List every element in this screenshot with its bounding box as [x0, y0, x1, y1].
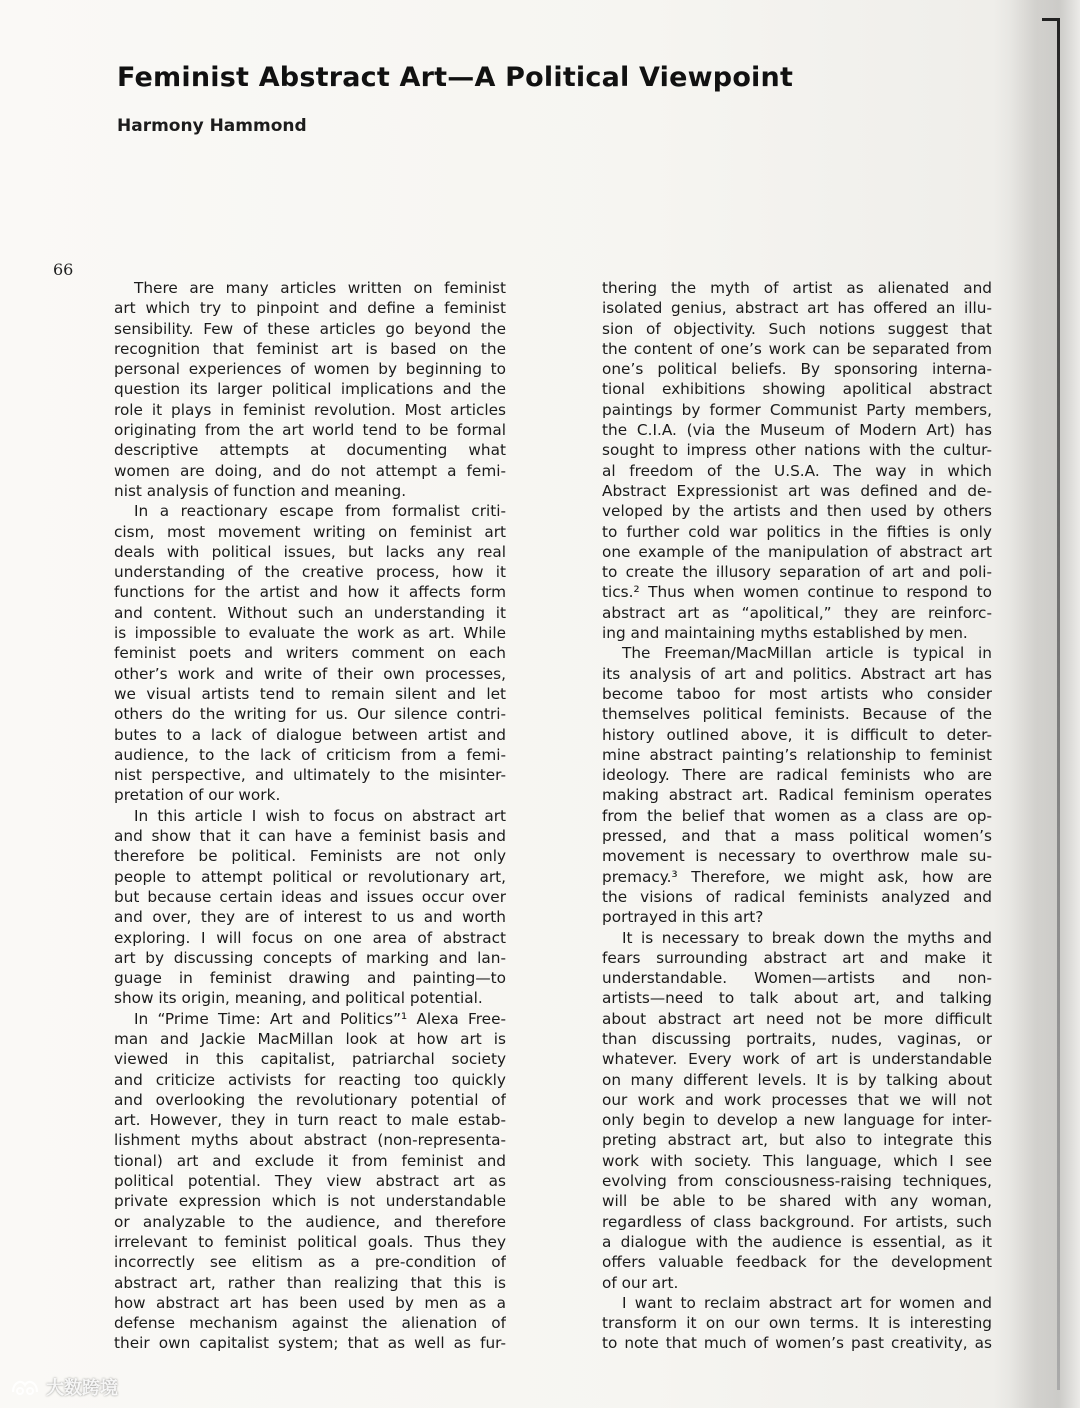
text-line: tional) art and exclude it from feminist and [114, 1151, 506, 1170]
text-line: nist analysis of function and meaning. [114, 481, 407, 500]
right-text-column [602, 278, 992, 1354]
text-line: other’s work and write of their own processes, [114, 664, 506, 683]
text-line: abstract art, rather than realizing that this is [114, 1273, 506, 1292]
text-line: art by discussing concepts of marking and lan- [114, 948, 506, 967]
left-text-column [114, 278, 506, 1354]
text-line: lishment myths about abstract (non-representa- [114, 1131, 506, 1150]
text-line: cism, most movement writing on feminist art [114, 522, 506, 541]
text-line: recognition that feminist art is based on the [114, 339, 506, 358]
text-line: guage in feminist drawing and painting—to [114, 969, 506, 988]
text-line: Abstract Expressionist art was defined and de- [602, 481, 992, 500]
text-line: about abstract art need not be more difficult [602, 1009, 992, 1028]
text-line: and over, they are of interest to us and worth [114, 908, 506, 927]
text-line: we visual artists tend to remain silent and let [114, 684, 506, 703]
text-line: evolving from consciousness-raising techniques, [602, 1172, 992, 1191]
text-line: its analysis of art and politics. Abstract art has [602, 664, 992, 683]
text-line: and show that it can have a feminist basis and [114, 827, 506, 846]
text-line: abstract art as “apolitical,” they are reinforc- [602, 603, 992, 622]
article-author: Harmony Hammond [117, 116, 307, 136]
text-line: how abstract art has been used by men as a [114, 1293, 506, 1312]
text-line: and criticize activists for reacting too quickly [114, 1070, 506, 1089]
text-line: isolated genius, abstract art has offered an illu- [602, 299, 992, 318]
text-line: political potential. They view abstract art as [114, 1172, 506, 1191]
text-line: show its origin, meaning, and political potential. [114, 989, 483, 1008]
text-line: question its larger political implications and the [114, 380, 506, 399]
book-spine-shadow [1010, 0, 1080, 1408]
text-line: originating from the art world tend to be formal [114, 421, 506, 440]
text-line: to note that much of women’s past creativity, as [602, 1334, 992, 1353]
text-line: ing and maintaining myths established by men. [602, 624, 968, 643]
text-line: people to attempt political or revolutionary art, [114, 867, 506, 886]
text-line: preting abstract art, but also to integrate this [602, 1131, 992, 1150]
text-line: the content of one’s work can be separated from [602, 339, 992, 358]
text-line: offers valuable feedback for the development [602, 1253, 992, 1272]
text-line: than discussing portraits, nudes, vaginas, or [602, 1029, 992, 1048]
watermark-text: 大数跨境 [46, 1378, 118, 1399]
text-line: viewed in this capitalist, patriarchal society [114, 1050, 506, 1069]
text-line: regardless of class background. For artists, such [602, 1212, 992, 1231]
text-line: become taboo for most artists who consider [602, 684, 992, 703]
text-line: to further cold war politics in the fifties is only [602, 522, 992, 541]
text-line: sensibility. Few of these articles go beyond the [114, 319, 506, 338]
text-line: pretation of our work. [114, 786, 281, 805]
text-line: deals with political issues, but lacks any real [114, 542, 506, 561]
text-line: one’s political beliefs. By sponsoring interna- [602, 360, 992, 379]
text-line: private expression which is not understandable [114, 1192, 506, 1211]
text-line: from the belief that women as a class are op- [602, 806, 992, 825]
text-line: sion of objectivity. Such notions suggest that [602, 319, 992, 338]
text-line: butes to a lack of dialogue between artist and [114, 725, 506, 744]
text-line: audience, to the lack of criticism from a femi- [114, 745, 506, 764]
text-line: a dialogue with the audience is essential, as it [602, 1232, 992, 1251]
text-line: veloped by the artists and then used by others [602, 502, 992, 521]
text-line: to create the illusory separation of art and poli- [602, 563, 992, 582]
text-line: transform it on our own terms. It is interesting [602, 1314, 992, 1333]
text-line: incorrectly see elitism as a pre-condition of [114, 1253, 506, 1272]
text-line: tional exhibitions showing apolitical abstract [602, 380, 992, 399]
text-line: making abstract art. Radical feminism operates [602, 786, 992, 805]
text-line: others do the writing for us. Our silence contri- [114, 705, 506, 724]
text-line: functions for the artist and how it affects form [114, 583, 506, 602]
text-line: There are many articles written on feminist [134, 279, 506, 297]
text-line: movement is necessary to overthrow male su- [602, 847, 992, 866]
text-line: In this article I wish to focus on abstract art [134, 806, 506, 825]
text-line: is impossible to evaluate the work as art. While [114, 624, 506, 643]
text-line: artists—need to talk about art, and talking [602, 989, 992, 1008]
text-line: understandable. Women—artists and non- [602, 969, 992, 988]
text-line: history outlined above, it is difficult to deter- [602, 725, 992, 744]
text-line: fears surrounding abstract art and make it [602, 948, 992, 967]
text-line: In a reactionary escape from formalist criti- [134, 502, 506, 521]
text-line: sought to impress other nations with the cultur- [602, 441, 992, 460]
text-line: only begin to develop a new language for inter- [602, 1111, 992, 1130]
text-line: exploring. I will focus on one area of abstract [114, 928, 506, 947]
text-line: art. However, they in turn react to male estab- [114, 1111, 506, 1130]
text-line: irrelevant to feminist political goals. Thus they [114, 1232, 506, 1251]
text-line: It is necessary to break down the myths and [622, 928, 992, 947]
text-line: one example of the manipulation of abstract art [602, 542, 992, 561]
page-number: 66 [53, 260, 74, 279]
text-line: will be able to be shared with any woman, [602, 1192, 992, 1211]
text-line: and overlooking the revolutionary potential of [114, 1090, 506, 1109]
text-line: The Freeman/MacMillan article is typical in [622, 644, 992, 663]
text-line: understanding of the creative process, how it [114, 563, 506, 582]
text-line: their own capitalist system; that as well as fur- [114, 1334, 506, 1353]
text-line: art which try to pinpoint and define a feminist [114, 299, 506, 318]
book-spine-hook [1042, 18, 1060, 21]
text-line: our work and work processes that we will not [602, 1090, 992, 1109]
text-line: work with society. This language, which I see [602, 1151, 992, 1170]
article-title: Feminist Abstract Art—A Political Viewpoint [117, 62, 794, 93]
book-spine-edge [1057, 20, 1060, 1390]
text-line: the visions of radical feminists analyzed and [602, 887, 992, 906]
text-line: of our art. [602, 1273, 679, 1292]
text-line: on many different levels. It is by talking about [602, 1070, 992, 1089]
text-line: but because certain ideas and issues occur over [114, 887, 506, 906]
text-line: defense mechanism against the alienation of [114, 1314, 506, 1333]
text-line: paintings by former Communist Party members, [602, 400, 992, 419]
text-line: feminist poets and writers comment on each [114, 644, 506, 663]
text-line: nist perspective, and ultimately to the misinter- [114, 766, 506, 785]
text-line: ideology. There are radical feminists who are [602, 766, 992, 785]
text-line: mine abstract painting’s relationship to feminist [602, 745, 992, 764]
text-line: whatever. Every work of art is understandable [602, 1050, 992, 1069]
text-line: man and Jackie MacMillan look at how art is [114, 1029, 506, 1048]
text-line: or analyzable to the audience, and therefore [114, 1212, 506, 1231]
text-line: themselves political feminists. Because of the [602, 705, 992, 724]
text-line: thering the myth of artist as alienated and [602, 279, 992, 297]
watermark-logo-icon [10, 1376, 40, 1398]
text-line: portrayed in this art? [602, 908, 764, 927]
watermark [10, 1374, 118, 1400]
text-line: pressed, and that a mass political women’s [602, 827, 992, 846]
text-line: premacy.³ Therefore, we might ask, how are [602, 867, 992, 886]
text-line: women are doing, and do not attempt a femi- [114, 461, 506, 480]
text-line: personal experiences of women by beginning to [114, 360, 506, 379]
text-line: role it plays in feminist revolution. Most articles [114, 400, 506, 419]
text-line: the C.I.A. (via the Museum of Modern Art) has [602, 421, 992, 440]
text-line: al freedom of the U.S.A. The way in which [602, 461, 992, 480]
text-line: tics.² Thus when women continue to respond to [602, 583, 992, 602]
text-line: I want to reclaim abstract art for women and [622, 1293, 992, 1312]
text-line: therefore be political. Feminists are not only [114, 847, 506, 866]
text-line: descriptive attempts at documenting what [114, 441, 506, 460]
text-line: In “Prime Time: Art and Politics”¹ Alexa Free- [134, 1009, 506, 1028]
text-line: and content. Without such an understanding it [114, 603, 506, 622]
